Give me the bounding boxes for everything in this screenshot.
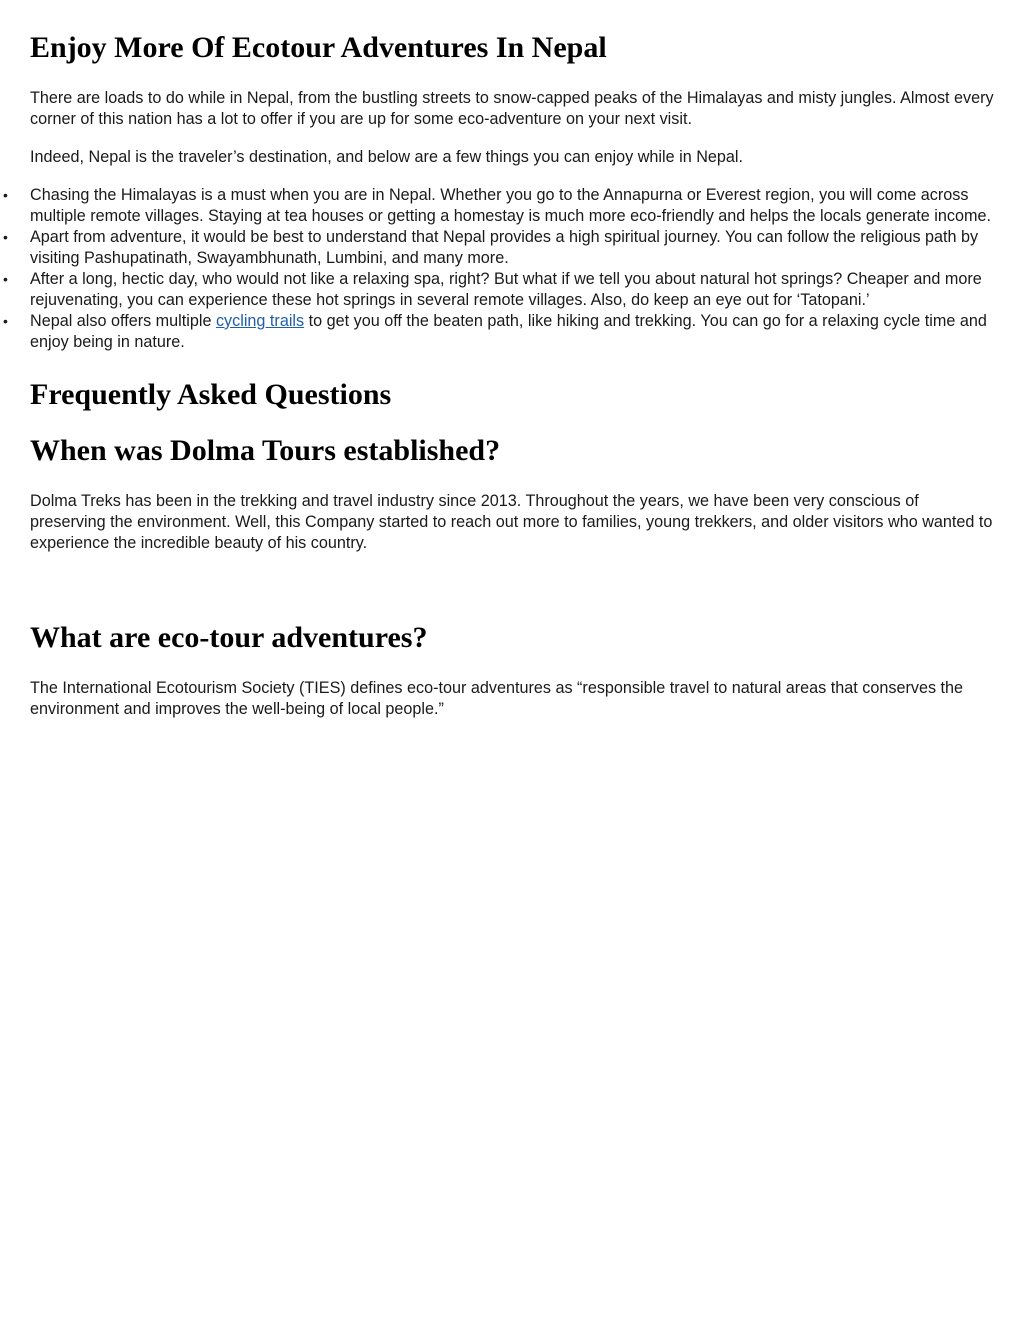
faq-question-2: What are eco-tour adventures? bbox=[30, 621, 428, 654]
bullet-icon: • bbox=[3, 271, 8, 287]
activities-list bbox=[0, 185, 998, 353]
faq-question-1: When was Dolma Tours established? bbox=[30, 434, 501, 467]
bullet-icon: • bbox=[3, 187, 8, 203]
faq-answer-2: The International Ecotourism Society (TIES) defines eco-tour adventures as “responsible travel to natural areas that conserves the environment and improves the well-being of local people.” bbox=[30, 679, 964, 718]
faq-answer-1: Dolma Treks has been in the trekking and travel industry since 2013. Throughout the years, we have been very conscious of preserving the environment. Well, this Company started to reach out more to families, young trekkers, and older visitors who wanted to experience the incredible beauty of his country. bbox=[30, 492, 993, 552]
intro-paragraph-1: There are loads to do while in Nepal, from the bustling streets to snow-capped peaks of the Himalayas and misty jungles. Almost every corner of this nation has a lot to offer if you are up for some eco-adventure on your next visit. bbox=[30, 89, 994, 128]
list-item-text-before-link: Nepal also offers multiple bbox=[30, 312, 216, 330]
list-item-text: Apart from adventure, it would be best to understand that Nepal provides a high spiritual journey. You can follow the religious path by visiting Pashupatinath, Swayambhunath, Lumbini, and many more. bbox=[30, 228, 979, 267]
document-content bbox=[3, 30, 998, 720]
list-item-text: Chasing the Himalayas is a must when you are in Nepal. Whether you go to the Annapurna or Everest region, you will come across multiple remote villages. Staying at tea houses or getting a homestay is much more eco-friendly and helps the locals generate income. bbox=[30, 186, 991, 225]
list-item bbox=[0, 311, 998, 353]
article-title: Enjoy More Of Ecotour Adventures In Nepal bbox=[30, 31, 607, 64]
bullet-icon: • bbox=[3, 313, 8, 329]
faq-heading: Frequently Asked Questions bbox=[30, 378, 392, 411]
list-item-text-after-link: to get you off the beaten path, like hiking and trekking. You can go for a relaxing cycle time and enjoy being in nature. bbox=[30, 312, 987, 351]
list-item-text: After a long, hectic day, who would not like a relaxing spa, right? But what if we tell you about natural hot springs? Cheaper and more rejuvenating, you can experience these hot springs in several remote villages. Also, do keep an eye out for ‘Tatopani.’ bbox=[30, 270, 982, 309]
list-item bbox=[0, 269, 998, 311]
bullet-icon: • bbox=[3, 229, 8, 245]
cycling-trails-link[interactable]: cycling trails bbox=[215, 312, 305, 330]
list-item bbox=[0, 185, 998, 227]
intro-paragraph-2: Indeed, Nepal is the traveler’s destination, and below are a few things you can enjoy while in Nepal. bbox=[30, 148, 743, 166]
list-item bbox=[0, 227, 998, 269]
